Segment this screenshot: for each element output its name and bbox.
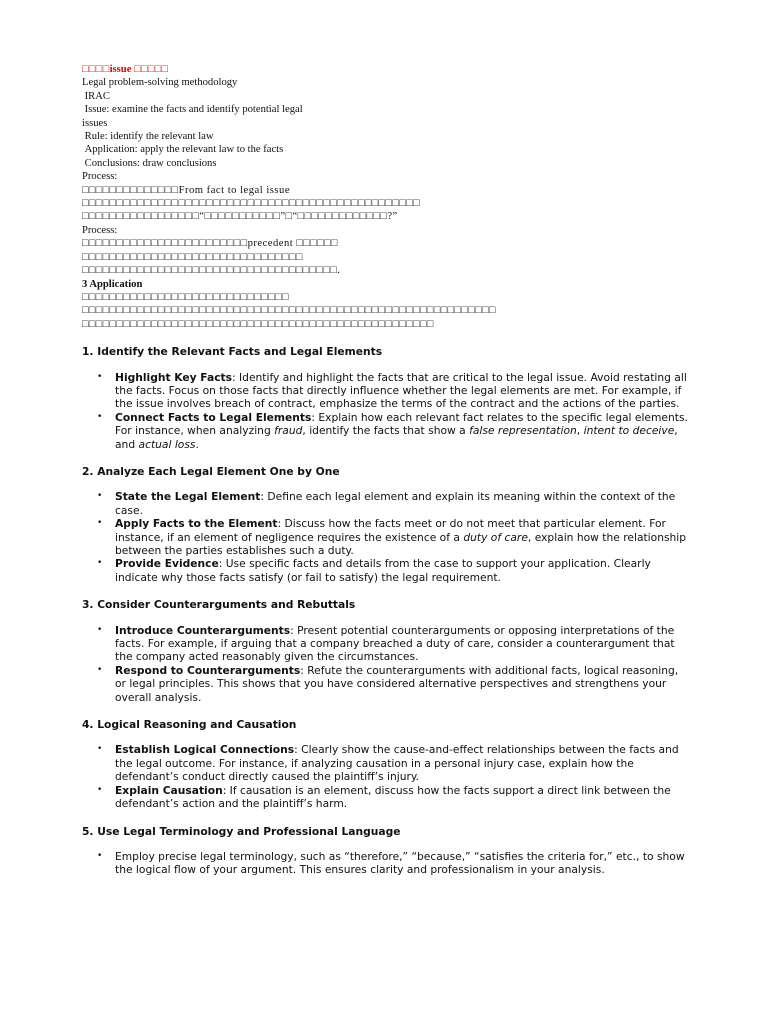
serif-notes-block [82,63,692,331]
item-text: : Explain how each relevant fact relates to the specific legal elements. For instance, when analyzing [115,410,688,438]
item-text: : Use specific facts and details from the case to support your application. Clearly indicate why those facts satisfy (or fail to satisfy) the legal requirement. [115,557,651,584]
serif-line: Issue: examine the facts and identify potential legal [82,104,303,116]
item-label: Explain Causation [115,783,223,797]
item-italic: false representation [469,424,577,438]
section-list-1 [82,371,692,451]
item-label: Highlight Key Facts [115,370,233,384]
item-text: : Present potential counterarguments or opposing interpretations of the facts. For example, if arguing that a company breached a duty of care, consider a counterargument that the company acted reasonably given the circumstances. [115,623,675,664]
serif-line: □□□□□□□□□□□□□□□□□“□□□□□□□□□□□”□“□□□□□□□□□□□□□?” [82,211,398,223]
section-list-5 [82,850,692,877]
item-text: : If causation is an element, discuss how the facts support a direct link between the defendant’s action and the plaintiff’s harm. [115,783,671,811]
list-item [115,371,692,411]
serif-line: issues [82,117,108,129]
serif-line: □□□□□□□□□□□□□□□□□□□□□□□□precedent □□□□□□ [82,238,338,250]
item-text: , and [115,424,678,451]
item-text: : Clearly show the cause-and-effect relationships between the facts and the legal outcome. For instance, if analyzing causation in a personal injury case, explain how the defendant’s conduct directly caused the plaintiff’s injury. [115,743,679,784]
serif-line: Legal problem-solving methodology [82,77,238,89]
item-italic: fraud [274,424,303,438]
item-text: : Refute the counterarguments with additional facts, logical reasoning, or legal principles. This shows that you have considered alternative perspectives and strengthens your overall analysis. [115,663,679,704]
serif-line: □□□□□□□□□□□□□□□□□□□□□□□□□□□□□□□□□□□□□□□□□□□□□□□□□ [82,198,421,210]
red-header-suffix: □□□□□ [134,64,169,75]
list-item [115,850,692,877]
list-item [115,664,692,704]
analysis-guide [82,345,692,877]
serif-line: □□□□□□□□□□□□□□□□□□□□□□□□□□□□□□□□□□□□□. [82,265,341,277]
serif-line: IRAC [82,90,110,102]
section-list-2 [82,490,692,584]
serif-line: Process: [82,224,118,236]
item-text: Employ precise legal terminology, such as “therefore,” “because,” “satisfies the criteria for,” etc., to show the logical flow of your argument. This ensures clarity and professionalism in your analysis. [115,849,685,877]
serif-line: □□□□□□□□□□□□□□□□□□□□□□□□□□□□□□ [82,291,289,303]
section-title-1: 1. Identify the Relevant Facts and Legal Elements [82,345,383,359]
serif-line: □□□□□□□□□□□□□□□□□□□□□□□□□□□□□□□□□□□□□□□□□□□□□□□□□□□ [82,318,434,330]
item-label: Apply Facts to the Element [115,517,278,531]
serif-line: Application: apply the relevant law to the facts [82,144,284,156]
list-item [115,624,692,664]
serif-line: □□□□□□□□□□□□□□□□□□□□□□□□□□□□□□□□ [82,251,303,263]
list-item [115,743,692,783]
red-header-line [82,63,692,76]
list-item [115,557,692,584]
section-list-4 [82,743,692,810]
serif-line: Conclusions: draw conclusions [82,157,217,169]
serif-line: Process: [82,171,118,183]
list-item [115,490,692,517]
item-text: . [195,437,199,451]
serif-line: □□□□□□□□□□□□□□From fact to legal issue [82,184,291,196]
list-item [115,517,692,557]
item-label: Provide Evidence [115,557,219,571]
section-title-4: 4. Logical Reasoning and Causation [82,718,297,732]
item-label: Connect Facts to Legal Elements [115,410,312,424]
item-italic: intent to deceive [583,424,675,438]
serif-line: Rule: identify the relevant law [82,131,214,143]
item-italic: actual loss [138,437,196,451]
serif-line: □□□□□□□□□□□□□□□□□□□□□□□□□□□□□□□□□□□□□□□□□□□□□□□□□□□□□□□□□□□□ [82,305,496,317]
item-text: , identify the facts that show a [302,424,470,438]
red-header-issue: issue [109,64,132,75]
item-text: : Identify and highlight the facts that are critical to the legal issue. Avoid restating all the facts. Focus on those facts that directly influence whether the legal elements are met. For example, if the issue involves breach of contract, emphasize the terms of the contract and the actions of the parties. [115,370,687,411]
item-text: , [576,424,584,438]
application-heading: 3 Application [82,278,143,290]
item-label: Introduce Counterarguments [115,623,291,637]
item-text: : Discuss how the facts meet or do not meet that particular element. For instance, if an element of negligence requires the existence of a [115,517,666,544]
item-label: Establish Logical Connections [115,743,295,757]
section-title-3: 3. Consider Counterarguments and Rebuttals [82,598,356,612]
item-label: Respond to Counterarguments [115,663,301,677]
item-text: , explain how the relationship between the parties establishes such a duty. [115,530,687,557]
red-header-prefix: □□□□ [82,64,110,75]
document-page [82,63,692,877]
list-item [115,784,692,811]
section-title-5: 5. Use Legal Terminology and Professional Language [82,824,401,838]
item-label: State the Legal Element [115,490,261,504]
section-title-2: 2. Analyze Each Legal Element One by One [82,464,340,478]
section-list-3 [82,624,692,704]
item-text: : Define each legal element and explain its meaning within the context of the case. [115,490,676,517]
list-item [115,411,692,451]
item-italic: duty of care [463,530,528,544]
